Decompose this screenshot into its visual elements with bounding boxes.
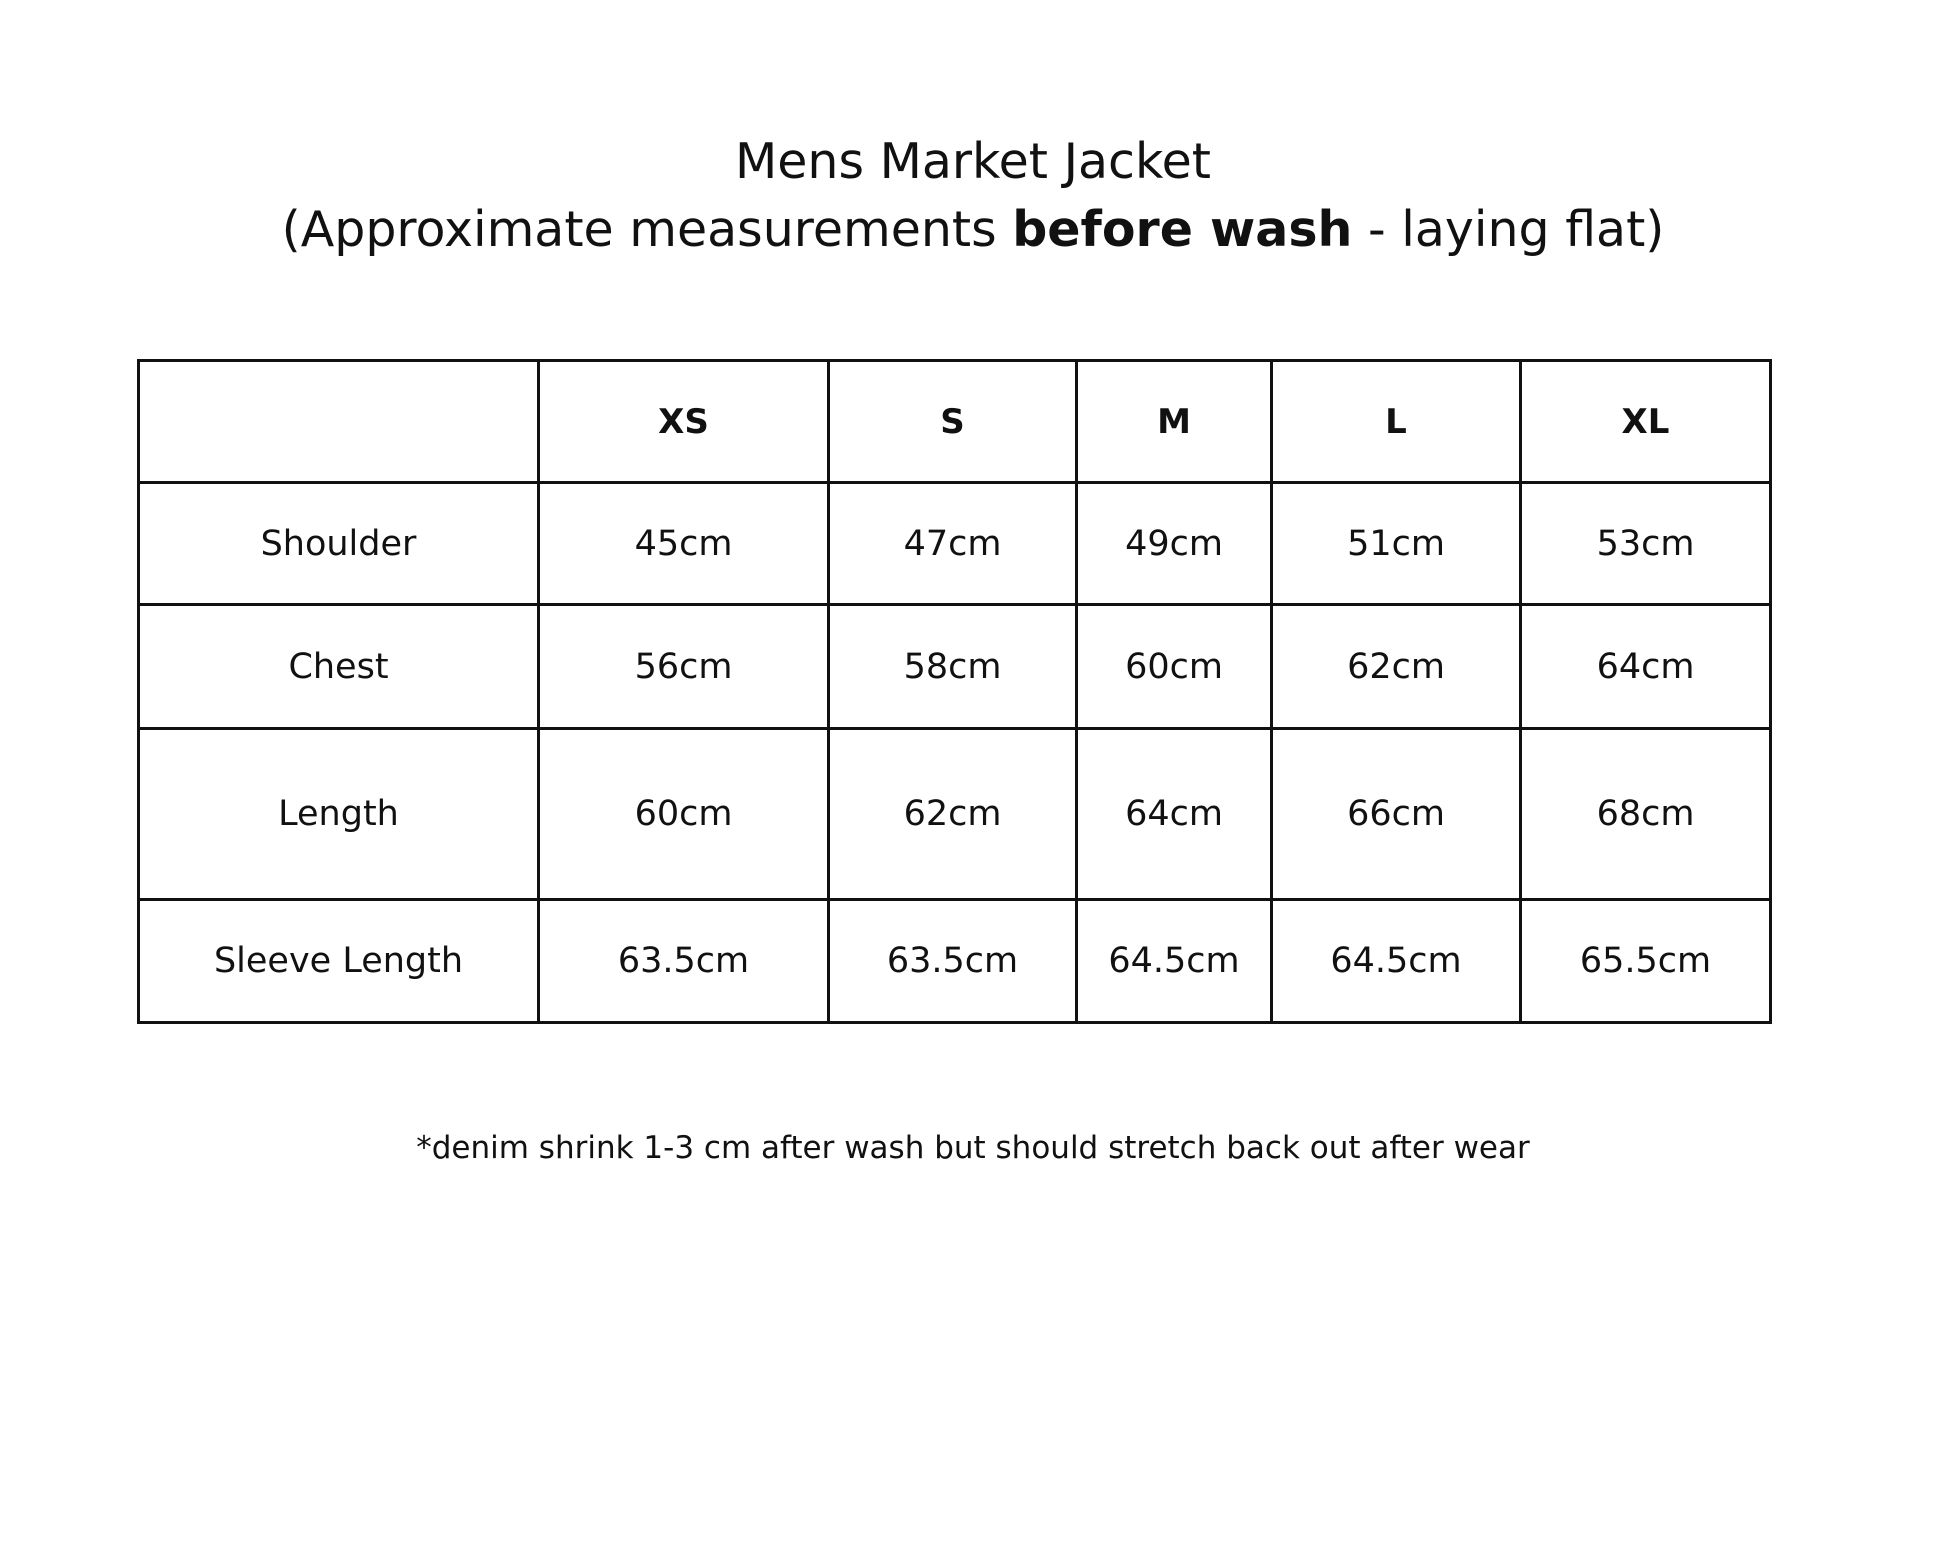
row-label: Shoulder [139, 483, 539, 605]
header-cell-s: S [829, 361, 1077, 483]
table-cell: 45cm [539, 483, 829, 605]
table-cell: 65.5cm [1521, 900, 1771, 1023]
title-line-2-suffix: - laying flat) [1352, 201, 1665, 258]
header-cell-empty [139, 361, 539, 483]
table-cell: 68cm [1521, 729, 1771, 900]
table-cell: 53cm [1521, 483, 1771, 605]
table-cell: 60cm [1077, 605, 1272, 729]
table-cell: 63.5cm [829, 900, 1077, 1023]
table-cell: 66cm [1272, 729, 1521, 900]
table-cell: 56cm [539, 605, 829, 729]
table-cell: 64.5cm [1077, 900, 1272, 1023]
header-cell-m: M [1077, 361, 1272, 483]
row-label: Chest [139, 605, 539, 729]
table-cell: 62cm [1272, 605, 1521, 729]
title-line-2-bold: before wash [1012, 201, 1353, 258]
header-cell-xs: XS [539, 361, 829, 483]
table-cell: 58cm [829, 605, 1077, 729]
table-cell: 62cm [829, 729, 1077, 900]
row-label: Sleeve Length [139, 900, 539, 1023]
table-row-sleeve-length [139, 900, 1771, 1023]
title-line-2 [0, 196, 1946, 264]
table-header-row [139, 361, 1771, 483]
row-label: Length [139, 729, 539, 900]
table-cell: 47cm [829, 483, 1077, 605]
table-cell: 49cm [1077, 483, 1272, 605]
table-cell: 64cm [1521, 605, 1771, 729]
title-line-2-prefix: (Approximate measurements [281, 201, 1013, 258]
header-cell-xl: XL [1521, 361, 1771, 483]
table-cell: 64.5cm [1272, 900, 1521, 1023]
table-cell: 63.5cm [539, 900, 829, 1023]
table-row-length [139, 729, 1771, 900]
table-row-shoulder [139, 483, 1771, 605]
header-cell-l: L [1272, 361, 1521, 483]
title-line-1: Mens Market Jacket [734, 133, 1211, 190]
table-row-chest [139, 605, 1771, 729]
table-cell: 51cm [1272, 483, 1521, 605]
page-title [0, 128, 1946, 264]
size-chart-table [137, 359, 1772, 1024]
table-cell: 60cm [539, 729, 829, 900]
table-cell: 64cm [1077, 729, 1272, 900]
footnote: *denim shrink 1-3 cm after wash but should stretch back out after wear [416, 1130, 1530, 1166]
